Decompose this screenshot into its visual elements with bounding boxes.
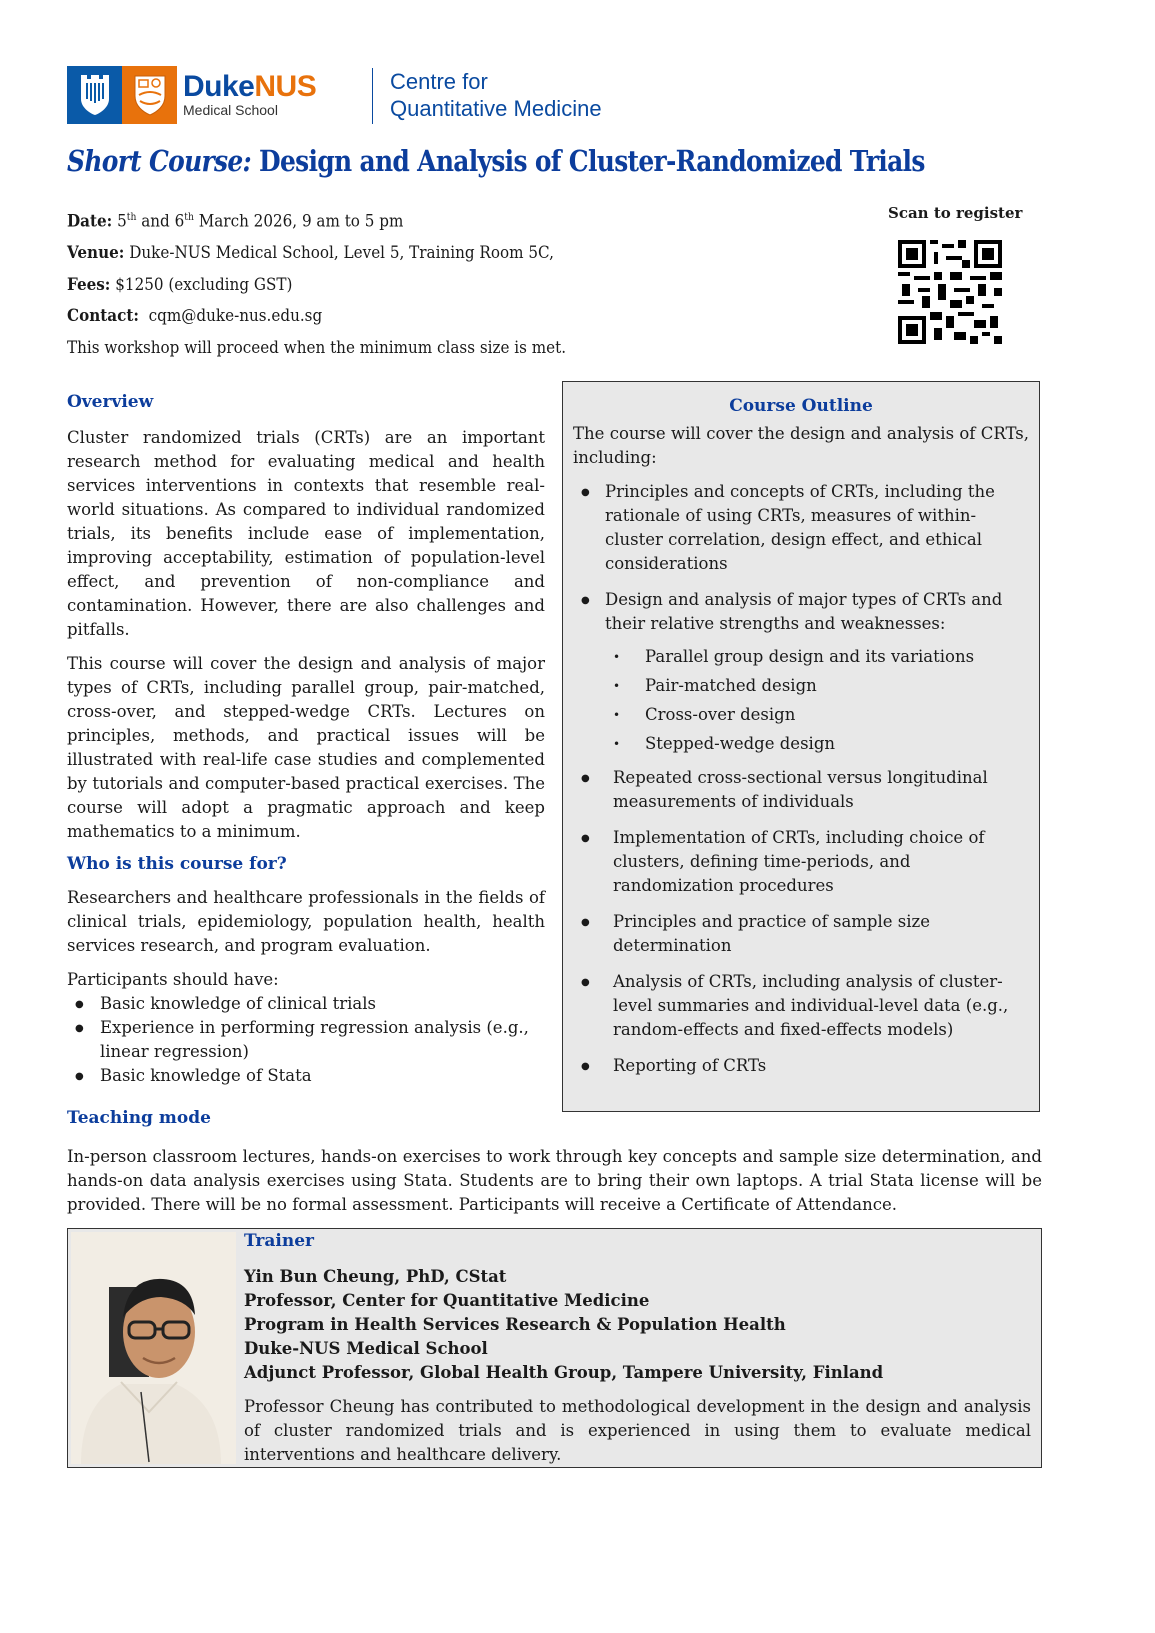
trainer-photo bbox=[71, 1232, 236, 1464]
teaching-mode-text: In-person classroom lectures, hands-on exercises to work through key concepts and sample size determination, and hands-on data analysis exercises using Stata. Students are to bring their own laptops. A trial Stata license will be provided. There will be no formal assessment. Participants will receive a Certificate of Attendance. bbox=[67, 1147, 1042, 1214]
list-item: ● Basic knowledge of clinical trials bbox=[67, 992, 545, 1016]
centre-name: Centre for Quantitative Medicine bbox=[390, 69, 602, 121]
venue-line: Venue: Duke-NUS Medical School, Level 5, Training Room 5C, bbox=[67, 243, 554, 262]
duke-nus-logo bbox=[67, 66, 316, 124]
list-item: ● Principles and concepts of CRTs, including the rationale of using CRTs, measures of within-cluster correlation, design effect, and ethical considerations bbox=[573, 480, 1029, 576]
list-item: • Parallel group design and its variations bbox=[573, 642, 1029, 671]
course-outline-box bbox=[562, 381, 1040, 1112]
design-types-sublist bbox=[573, 642, 1029, 758]
list-item: • Cross-over design bbox=[573, 700, 1029, 729]
page-title: Short Course: Design and Analysis of Cluster-Randomized Trials bbox=[67, 144, 925, 178]
trainer-bio: Professor Cheung has contributed to methodological development in the design and analysis of cluster randomized trials and is experienced in using them to evaluate medical interventions and healthcare delivery. bbox=[244, 1397, 1031, 1464]
list-item: ● Basic knowledge of Stata bbox=[67, 1064, 545, 1088]
list-item: • Pair-matched design bbox=[573, 671, 1029, 700]
teaching-mode-heading: Teaching mode bbox=[67, 1108, 211, 1128]
outline-list bbox=[573, 480, 1029, 1078]
trainer-title: Professor, Center for Quantitative Medicine bbox=[244, 1291, 650, 1310]
scan-to-register-label: Scan to register bbox=[888, 204, 1023, 222]
contact-line: Contact: cqm@duke-nus.edu.sg bbox=[67, 306, 323, 325]
prereq-intro: Participants should have: bbox=[67, 970, 279, 989]
date-line: Date: 5th and 6th March 2026, 9 am to 5 pm bbox=[67, 211, 404, 231]
outline-intro: The course will cover the design and analysis of CRTs, including: bbox=[573, 424, 1029, 467]
list-item: ● Implementation of CRTs, including choice of clusters, defining time-periods, and randomization procedures bbox=[573, 826, 1029, 898]
registration-qr-code[interactable] bbox=[898, 240, 1002, 344]
trainer-program: Program in Health Services Research & Population Health bbox=[244, 1315, 786, 1334]
trainer-credentials bbox=[244, 1265, 1031, 1385]
overview-paragraph-2: This course will cover the design and analysis of major types of CRTs, including parallel group, pair-matched, cross-over, and stepped-wedge CRTs. Lectures on principles, methods, and practical issues will be illustrated with real-life case studies and complemented by tutorials and computer-based practical exercises. The course will adopt a pragmatic approach and keep mathematics to a minimum. bbox=[67, 654, 545, 841]
fees-line: Fees: $1250 (excluding GST) bbox=[67, 274, 293, 294]
audience-paragraph: Researchers and healthcare professionals in the fields of clinical trials, epidemiology, population health, health services research, and program evaluation. bbox=[67, 888, 545, 955]
outline-heading: Course Outline bbox=[729, 396, 873, 416]
list-item: ● Reporting of CRTs bbox=[573, 1054, 1029, 1078]
trainer-adjunct: Adjunct Professor, Global Health Group, Tampere University, Finland bbox=[244, 1363, 884, 1382]
minimum-class-note: This workshop will proceed when the minimum class size is met. bbox=[67, 337, 567, 357]
header-divider bbox=[372, 68, 373, 124]
trainer-box bbox=[67, 1228, 1042, 1468]
overview-paragraph-1: Cluster randomized trials (CRTs) are an important research method for evaluating medical and health services interventions in contexts that resemble real-world situations. As compared to individual randomized trials, its benefits include ease of implementation, improving acceptability, estimation of population-level effect, and prevention of non-compliance and contamination. However, there are also challenges and pitfalls. bbox=[67, 428, 545, 639]
trainer-name: Yin Bun Cheung, PhD, CStat bbox=[244, 1267, 507, 1286]
list-item: ● Repeated cross-sectional versus longitudinal measurements of individuals bbox=[573, 766, 1029, 814]
audience-heading: Who is this course for? bbox=[67, 854, 287, 874]
overview-heading: Overview bbox=[67, 392, 154, 412]
list-item: ● Experience in performing regression analysis (e.g., linear regression) bbox=[67, 1016, 545, 1064]
left-column bbox=[67, 392, 545, 1088]
duke-shield-icon bbox=[67, 66, 122, 124]
logo-wordmark: DukeNUS bbox=[183, 70, 317, 103]
trainer-school: Duke-NUS Medical School bbox=[244, 1339, 488, 1358]
contact-email[interactable]: cqm@duke-nus.edu.sg bbox=[138, 306, 323, 325]
logo-subtitle: Medical School bbox=[183, 102, 278, 118]
prereq-list bbox=[67, 992, 545, 1088]
list-item: • Stepped-wedge design bbox=[573, 729, 1029, 758]
nus-crest-icon bbox=[122, 66, 177, 124]
list-item: ● Analysis of CRTs, including analysis of cluster-level summaries and individual-level data (e.g., random-effects and fixed-effects models) bbox=[573, 970, 1029, 1042]
course-info bbox=[67, 202, 566, 363]
list-item: ● Design and analysis of major types of CRTs and their relative strengths and weaknesses: • Parallel group design and its variations • Pair-matched design • Cross-over design • Stepped-wedge design bbox=[573, 588, 1029, 758]
list-item: ● Principles and practice of sample size determination bbox=[573, 910, 1029, 958]
trainer-heading: Trainer bbox=[244, 1231, 314, 1251]
